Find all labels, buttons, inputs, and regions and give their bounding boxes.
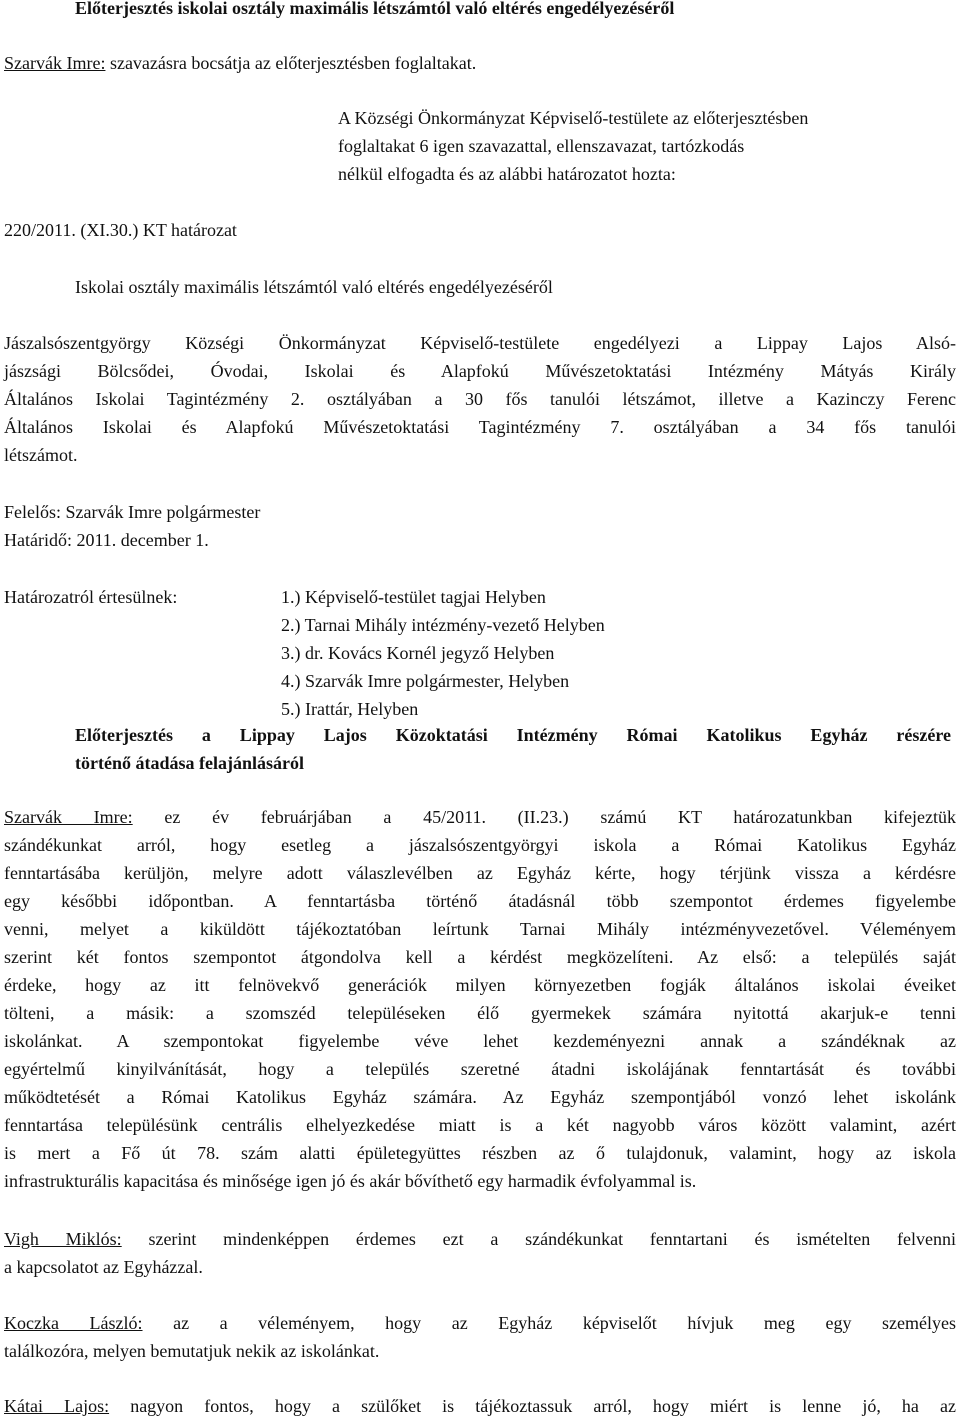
section-title-line: történő átadása felajánlásáról xyxy=(75,753,304,773)
recipient-item: 1.) Képviselő-testület tagjai Helyben xyxy=(281,587,546,607)
recipient-item: 3.) dr. Kovács Kornél jegyző Helyben xyxy=(281,643,555,663)
speech-vigh xyxy=(4,1225,956,1281)
speaker-name: Szarvák Imre: xyxy=(4,53,106,73)
speech-line: egyértelmű kinyilvánítását, hogy a település szeretné átadni iskolájának fenntartását és további xyxy=(4,1059,956,1079)
speech-line: fenntartása településünk centrális elhelyezkedése miatt is a két nagyobb város között valamint, azért xyxy=(4,1115,956,1135)
vote-line: A Községi Önkormányzat Képviselő-testülete az előterjesztésben xyxy=(338,108,809,128)
recipient-list xyxy=(281,583,921,723)
speech-line: működtetését a Római Katolikus Egyház számára. Az Egyház szempontjából vonzó lehet iskolánk xyxy=(4,1087,956,1107)
section-title-transfer xyxy=(75,721,951,777)
speech-line: szándékunkat arról, hogy esetleg a jászalsószentgyörgyi iskola a Római Katolikus Egyház xyxy=(4,835,956,855)
speech-line: is mert a Fő út 78. szám alatti épületegyüttes részben az ő tulajdonuk, valamint, hogy az iskola xyxy=(4,1143,956,1163)
speech-text: ez év februárjában a 45/2011. (II.23.) számú KT határozatunkban kifejeztük xyxy=(164,807,957,827)
speech-line: venni, melyet a kiküldött tájékoztatóban leírtunk Tarnai Mihály intézményvezetővel. Véleményem xyxy=(4,919,956,939)
speech-text: nagyon fontos, hogy a szülőket is tájékoztassuk arról, hogy miért is lenne jó, ha az xyxy=(130,1396,956,1416)
speech-koczka xyxy=(4,1309,956,1365)
speech-first-line xyxy=(4,1392,956,1420)
body-line: Általános Iskolai és Alapfokú Művészetoktatási Tagintézmény 7. osztályában a 34 fős tanulói xyxy=(4,417,956,437)
speaker-name: Kátai Lajos: xyxy=(4,1396,110,1416)
speech-katai xyxy=(4,1392,956,1420)
speech-line: tölteni, a másik: a szomszéd településeken élő gyermekek számára nyitottá akarjuk-e tenni xyxy=(4,1003,956,1023)
recipient-item: 4.) Szarvák Imre polgármester, Helyben xyxy=(281,671,570,691)
recipient-item: 2.) Tarnai Mihály intézmény-vezető Helyben xyxy=(281,615,605,635)
responsible-person: Felelős: Szarvák Imre polgármester xyxy=(4,502,261,522)
body-line: Általános Iskolai Tagintézmény 2. osztályában a 30 fős tanulói létszámot, illetve a Kazinczy Ferenc xyxy=(4,389,956,409)
speaker-text: szavazásra bocsátja az előterjesztésben foglaltakat. xyxy=(109,53,477,73)
body-line: Jászalsószentgyörgy Községi Önkormányzat Képviselő-testülete engedélyezi a Lippay Lajos Alsó- xyxy=(4,333,956,353)
speech-line: fenntartásába kerüljön, melyre adott válaszlevélben az Egyház kérte, hogy térjünk vissza a kérdésre xyxy=(4,863,956,883)
speaker-name: Koczka László: xyxy=(4,1313,143,1333)
speech-line: érdeke, hogy az itt felnövekvő generációk milyen környezetben fogják általános iskolai éveiket xyxy=(4,975,956,995)
recipient-item: 5.) Irattár, Helyben xyxy=(281,699,419,719)
speech-text: szerint mindenképpen érdemes ezt a szándékunkat fenntartani és ismételten felvenni xyxy=(148,1229,956,1249)
speaker-statement xyxy=(4,49,476,77)
resolution-body xyxy=(4,329,956,469)
speech-line: infrastrukturális kapacitása és minősége igen jó és akár bővíthető egy harmadik évfolyammal is. xyxy=(4,1171,697,1191)
speaker-name: Szarvák Imre: xyxy=(4,807,133,827)
notified-label: Határozatról értesülnek: xyxy=(4,587,178,607)
speech-line: találkozóra, melyen bemutatjuk nekik az iskolánkat. xyxy=(4,1341,380,1361)
speech-text: az a véleményem, hogy az Egyház képviselőt hívjuk meg egy személyes xyxy=(173,1313,956,1333)
speech-line: a kapcsolatot az Egyházzal. xyxy=(4,1257,203,1277)
speech-line: szerint két fontos szempontot átgondolva kell a kérdést megközelíteni. Az első: a település saját xyxy=(4,947,956,967)
speech-szarvak xyxy=(4,803,956,1195)
speech-first-line xyxy=(4,1225,956,1253)
section-title-line: Előterjesztés a Lippay Lajos Közoktatási Intézmény Római Katolikus Egyház részére xyxy=(75,725,951,745)
speaker-name: Vigh Miklós: xyxy=(4,1229,122,1249)
speech-line: egy későbbi időpontban. A fenntartásba történő átadásnál több szempontot érdemes figyelembe xyxy=(4,891,956,911)
resolution-heading: Iskolai osztály maximális létszámtól való eltérés engedélyezéséről xyxy=(75,277,553,297)
section-title-class-size: Előterjesztés iskolai osztály maximális létszámtól való eltérés engedélyezéséről xyxy=(75,0,675,18)
speech-first-line xyxy=(4,803,956,831)
resolution-number: 220/2011. (XI.30.) KT határozat xyxy=(4,220,237,240)
vote-line: nélkül elfogadta és az alábbi határozatot hozta: xyxy=(338,164,676,184)
body-line: létszámot. xyxy=(4,445,78,465)
body-line: jászsági Bölcsődei, Óvodai, Iskolai és Alapfokú Művészetoktatási Intézmény Mátyás Király xyxy=(4,361,956,381)
speech-line: iskolánkat. A szempontokat figyelembe véve lehet kezdeményezni annak a szándéknak az xyxy=(4,1031,956,1051)
vote-line: foglaltakat 6 igen szavazattal, ellenszavazat, tartózkodás xyxy=(338,136,745,156)
vote-block xyxy=(338,104,808,188)
deadline: Határidő: 2011. december 1. xyxy=(4,530,209,550)
speech-first-line xyxy=(4,1309,956,1337)
